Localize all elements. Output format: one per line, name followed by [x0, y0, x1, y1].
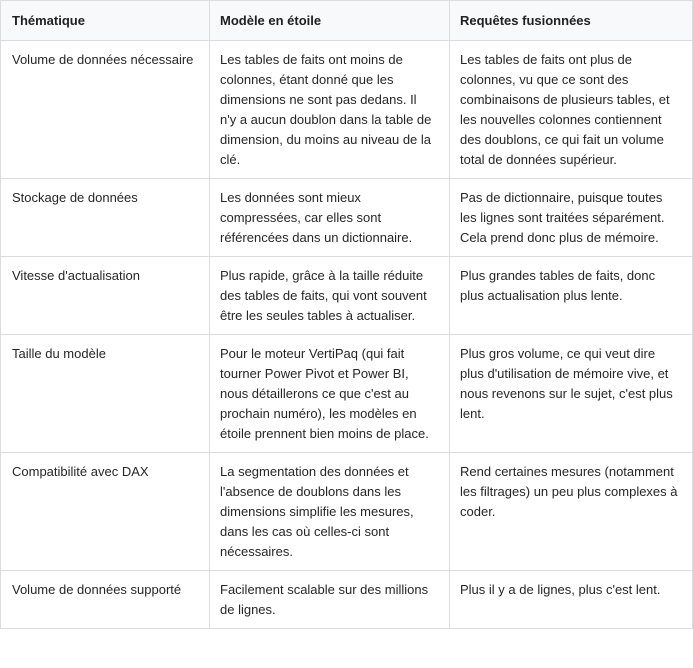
cell-modele-etoile: Les données sont mieux compressées, car elles sont référencées dans un dictionnaire.: [210, 179, 450, 257]
cell-modele-etoile: Plus rapide, grâce à la taille réduite des tables de faits, qui vont souvent être les seules tables à actualiser.: [210, 257, 450, 335]
table-row: [1, 179, 693, 257]
cell-thematique: Vitesse d'actualisation: [1, 257, 210, 335]
table-row: [1, 453, 693, 571]
header-row: [1, 1, 693, 41]
cell-requetes-fusionnees: Rend certaines mesures (notamment les filtrages) un peu plus complexes à coder.: [450, 453, 693, 571]
cell-modele-etoile: La segmentation des données et l'absence de doublons dans les dimensions simplifie les mesures, dans les cas où celles-ci sont nécessaires.: [210, 453, 450, 571]
cell-thematique: Compatibilité avec DAX: [1, 453, 210, 571]
cell-modele-etoile: Facilement scalable sur des millions de lignes.: [210, 571, 450, 629]
header-requetes-fusionnees: Requêtes fusionnées: [450, 1, 693, 41]
table-row: [1, 571, 693, 629]
header-modele-etoile: Modèle en étoile: [210, 1, 450, 41]
cell-requetes-fusionnees: Plus gros volume, ce qui veut dire plus d'utilisation de mémoire vive, et nous revenons sur le sujet, c'est plus lent.: [450, 335, 693, 453]
cell-thematique: Stockage de données: [1, 179, 210, 257]
table-row: [1, 335, 693, 453]
cell-thematique: Volume de données supporté: [1, 571, 210, 629]
table-row: [1, 257, 693, 335]
cell-thematique: Volume de données nécessaire: [1, 41, 210, 179]
cell-modele-etoile: Pour le moteur VertiPaq (qui fait tourner Power Pivot et Power BI, nous détaillerons ce que c'est au prochain numéro), les modèles en étoile prennent bien moins de place.: [210, 335, 450, 453]
header-thematique: Thématique: [1, 1, 210, 41]
cell-requetes-fusionnees: Les tables de faits ont plus de colonnes, vu que ce sont des combinaisons de plusieurs tables, et les nouvelles colonnes contiennent des doublons, ce qui fait un volume total de données supérieur.: [450, 41, 693, 179]
cell-requetes-fusionnees: Pas de dictionnaire, puisque toutes les lignes sont traitées séparément. Cela prend donc plus de mémoire.: [450, 179, 693, 257]
cell-thematique: Taille du modèle: [1, 335, 210, 453]
table-row: [1, 41, 693, 179]
cell-modele-etoile: Les tables de faits ont moins de colonnes, étant donné que les dimensions ne sont pas dedans. Il n'y a aucun doublon dans la table de dimension, du moins au niveau de la clé.: [210, 41, 450, 179]
table-body: [1, 41, 693, 629]
table-header: [1, 1, 693, 41]
cell-requetes-fusionnees: Plus il y a de lignes, plus c'est lent.: [450, 571, 693, 629]
cell-requetes-fusionnees: Plus grandes tables de faits, donc plus actualisation plus lente.: [450, 257, 693, 335]
